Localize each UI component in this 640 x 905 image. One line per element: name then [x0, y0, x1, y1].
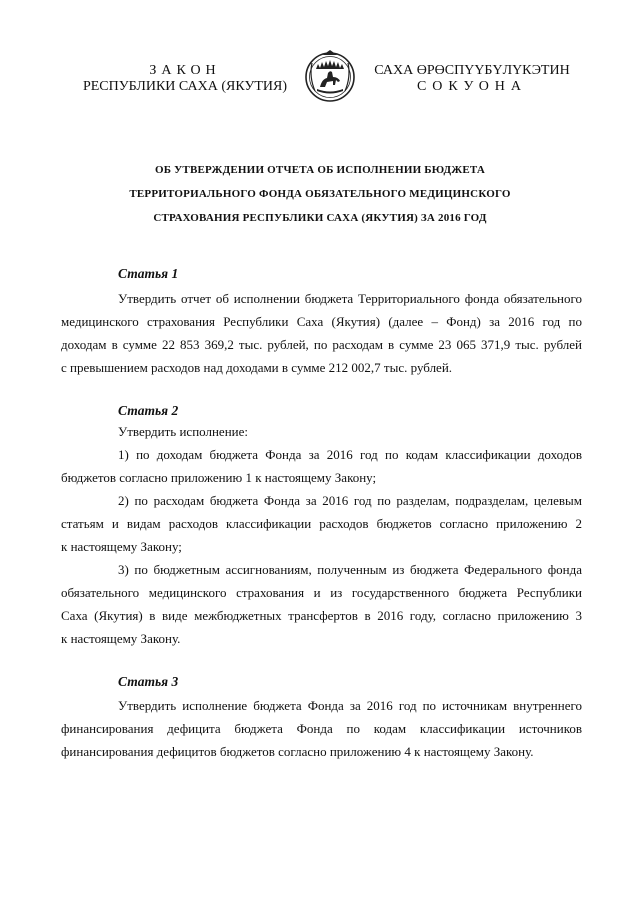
coat-of-arms-icon: [303, 47, 357, 105]
article-2-line1: Утвердить исполнение:: [118, 424, 248, 439]
header-left-line1: ЗАКОН: [149, 63, 221, 78]
header-left-line2: РЕСПУБЛИКИ САХА (ЯКУТИЯ): [82, 79, 288, 94]
article-3-line1: Утвердить исполнение бюджета Фонда за 2016 год по источникам внутреннего: [118, 698, 582, 713]
article-3-line2: финансирования дефицита бюджета Фонда по кодам классификации источников: [61, 721, 582, 736]
article-2-line10: к настоящему Закону.: [61, 631, 181, 646]
title-line2: ТЕРРИТОРИАЛЬНОГО ФОНДА ОБЯЗАТЕЛЬНОГО МЕДИЦИНСКОГО: [129, 188, 511, 200]
title-line1: ОБ УТВЕРЖДЕНИИ ОТЧЕТА ОБ ИСПОЛНЕНИИ БЮДЖЕТА: [154, 164, 486, 176]
article-3-heading: Статья 3: [118, 674, 179, 689]
article-2-line7: 3) по бюджетным ассигнованиям, полученным из бюджета Федерального фонда: [118, 562, 582, 577]
article-2-line6: к настоящему Закону;: [61, 539, 182, 554]
article-1-heading: Статья 1: [118, 266, 179, 281]
article-2-line4: 2) по расходам бюджета Фонда за 2016 год по разделам, подразделам, целевым: [118, 493, 582, 508]
article-2-heading: Статья 2: [118, 403, 179, 418]
article-1-line3: доходам в сумме 22 853 369,2 тыс. рублей, по расходам в сумме 23 065 371,9 тыс. рублей: [61, 337, 582, 352]
article-1-line2: медицинского страхования Республики Саха (Якутия) (далее – Фонд) за 2016 год по: [61, 314, 582, 329]
article-3-line3: финансирования дефицитов бюджетов согласно приложению 4 к настоящему Закону.: [61, 744, 534, 759]
header-right-line2: СОКУОНА: [416, 79, 528, 94]
header-right: [362, 63, 582, 95]
document-title: [60, 158, 580, 230]
article-1-line1: Утвердить отчет об исполнении бюджета Территориального фонда обязательного: [118, 291, 582, 306]
article-2-line8: обязательного медицинского страхования и из государственного бюджета Республики: [61, 585, 582, 600]
article-2-line9: Саха (Якутия) в виде межбюджетных трансфертов в 2016 году, согласно приложению 3: [61, 608, 582, 623]
header-left: [70, 63, 300, 95]
article-2-line5: статьям и видам расходов классификации расходов бюджетов согласно приложению 2: [61, 516, 582, 531]
article-1-line4: с превышением расходов над доходами в сумме 212 002,7 тыс. рублей.: [61, 360, 453, 375]
header-right-line1: САХА ӨРӨСПҮҮБҮЛҮКЭТИН: [374, 63, 570, 78]
title-line3: СТРАХОВАНИЯ РЕСПУБЛИКИ САХА (ЯКУТИЯ) ЗА 2016 ГОД: [153, 212, 487, 224]
article-2-line2: 1) по доходам бюджета Фонда за 2016 год по кодам классификации доходов: [118, 447, 582, 462]
article-2-line3: бюджетов согласно приложению 1 к настоящему Закону;: [61, 470, 377, 485]
